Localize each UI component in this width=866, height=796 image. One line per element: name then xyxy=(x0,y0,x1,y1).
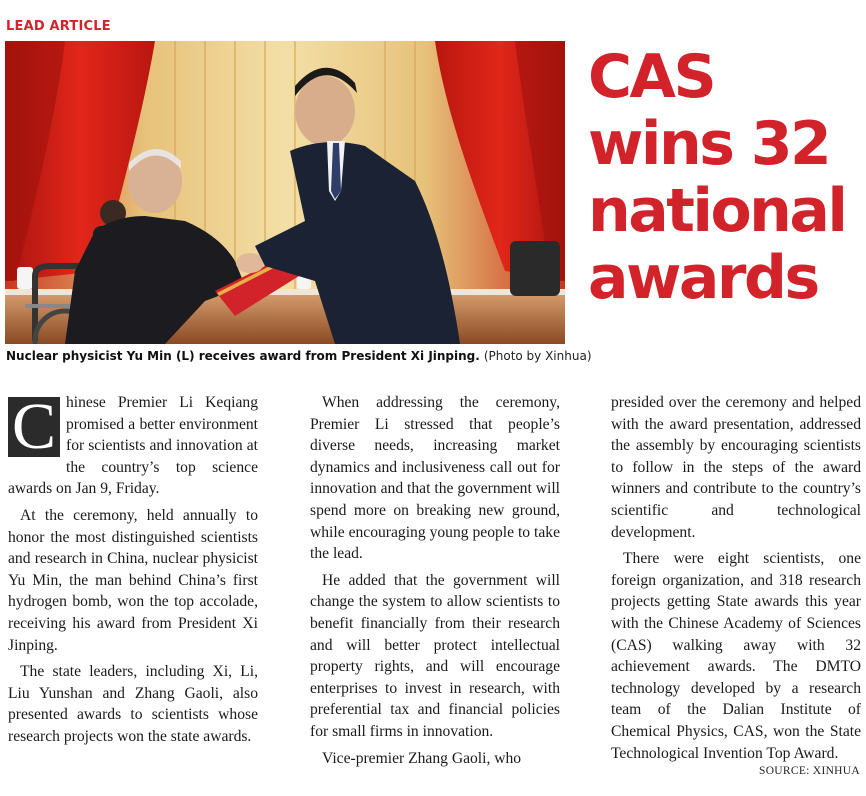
drop-cap: C xyxy=(8,397,60,457)
paragraph-1-text: hinese Premier Li Keqiang promised a better environment for scientists and innovation at the country’s top science awards on Jan 9, Friday. xyxy=(8,394,258,498)
article-column-3 xyxy=(611,392,861,769)
headline xyxy=(588,44,863,312)
headline-line-4: awards xyxy=(588,243,818,313)
caption-text: Nuclear physicist Yu Min (L) receives award from President Xi Jinping. xyxy=(6,349,480,363)
article-paragraph-1 xyxy=(8,392,258,500)
source-credit: SOURCE: XINHUA xyxy=(759,765,860,777)
article-paragraph-6-continued: presided over the ceremony and helped with the award presentation, addressed the assembly by encouraging scientists to follow in the steps of the award winners and contribute to the country’s scientific and technological development. xyxy=(611,394,861,541)
article-paragraph-2: At the ceremony, held annually to honor the most distinguished scientists and research in China, nuclear physicist Yu Min, the man behind China’s first hydrogen bomb, won the top accolade, receiving his award from President Xi Jinping. xyxy=(8,506,258,654)
caption-credit: (Photo by Xinhua) xyxy=(483,349,592,363)
article-paragraph-6-start: Vice-premier Zhang Gaoli, who xyxy=(322,749,522,767)
award-ceremony-photo xyxy=(5,41,565,344)
article-paragraph-7: There were eight scientists, one foreign organization, and 318 research projects getting State awards this year with the Chinese Academy of Sciences (CAS) walking away with 32 achievement awards. The DMTO technology developed by a research team of the Dalian Institute of Chemical Physics, CAS, won the State Technological Invention Top Award. xyxy=(611,550,861,762)
article-paragraph-4: When addressing the ceremony, Premier Li stressed that people’s diverse needs, increasing market dynamics and inclusiveness call out for innovation and that the government will spend more on breaking new ground, while encouraging young people to take the lead. xyxy=(310,394,560,563)
photo-caption xyxy=(6,347,606,365)
article-paragraph-3: The state leaders, including Xi, Li, Liu Yunshan and Zhang Gaoli, also presented awards to scientists whose research projects won the state awards. xyxy=(8,663,258,745)
headline-line-1: CAS xyxy=(588,42,715,112)
article-column-2 xyxy=(310,392,560,774)
article-paragraph-5: He added that the government will change the system to allow scientists to benefit financially from their research and will better protect intellectual property rights, and will encourage enterprises to invest in research, with preferential tax and financial policies for small firms in innovation. xyxy=(310,571,560,740)
headline-line-2: wins 32 xyxy=(588,109,830,179)
headline-line-3: national xyxy=(588,176,846,246)
section-label: LEAD ARTICLE xyxy=(6,19,111,34)
article-column-1 xyxy=(8,392,258,753)
